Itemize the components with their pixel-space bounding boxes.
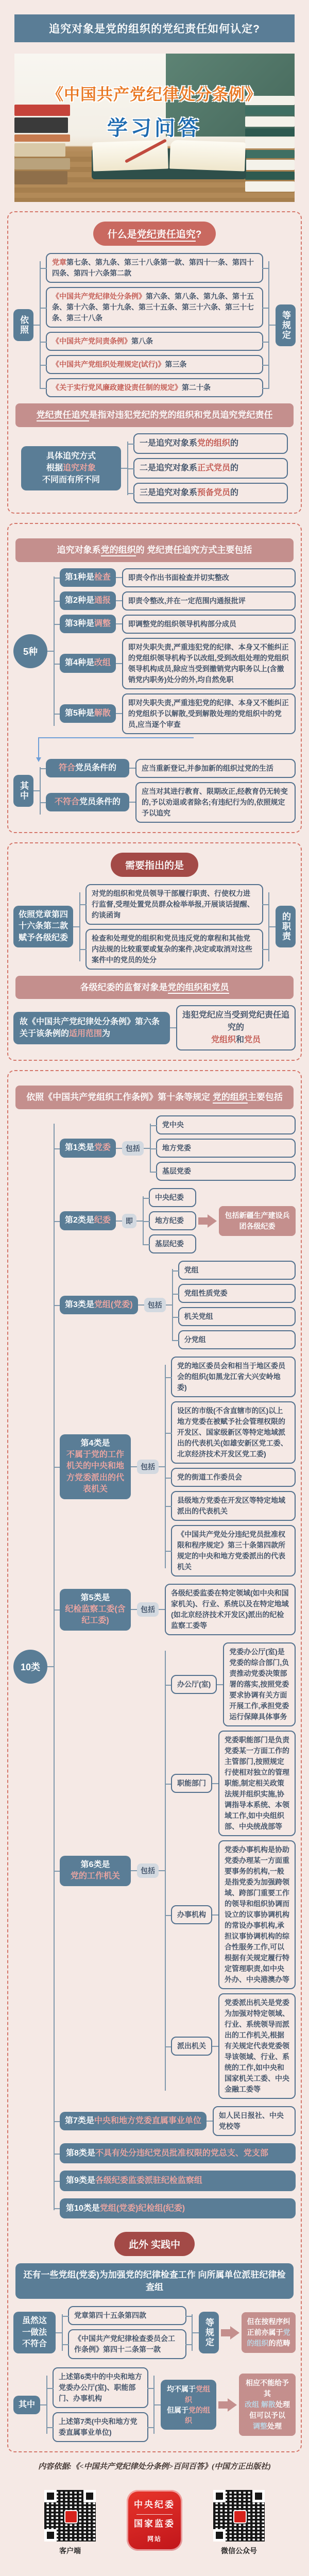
arrow-right-icon [218, 2398, 237, 2412]
class-item: 机关党组 [178, 1307, 296, 1326]
duty-left-label: 依照党章第四十六条第二款赋予各级纪委 [13, 906, 73, 947]
connector-line [121, 468, 127, 469]
connector-line [47, 1666, 54, 1667]
class-item: 党的街道工作委员会 [171, 1468, 296, 1487]
duty-list [79, 884, 269, 970]
organ-name: 办公厅(室) [171, 1675, 217, 1694]
open-notebook-graphic [92, 148, 246, 179]
kind-row [60, 638, 296, 689]
organ-row [171, 1642, 296, 1726]
among2-item: 上述第6类中的中央和地方党委办公厅(室)、职能部门、办事机构 [53, 2367, 148, 2408]
footer-qr-row [0, 2490, 309, 2556]
among-case-desc: 应当对其进行教育、限期改正,经教育仍无转变的,予以劝退或者除名;有违纪行为的,依照规定予以追究 [135, 782, 296, 823]
connector-line [212, 1783, 218, 1784]
section-definition [7, 211, 302, 514]
connector-label: 包括 [144, 1298, 166, 1312]
class-items [165, 1642, 296, 2099]
among-tree [13, 759, 296, 823]
kind-count-circle: 5种 [13, 634, 47, 668]
page-title: 追究对象是党的组织的党纪责任如何认定? [14, 14, 295, 42]
class-row-5 [60, 1584, 296, 1635]
basis-ref-list [40, 253, 269, 397]
connector-line [159, 1466, 165, 1467]
class-item: 党中央 [156, 1115, 296, 1134]
among-case-label: 符合党员条件的 [46, 759, 129, 777]
five-kinds-banner: 追究对象系党的组织的 党纪责任追究方式主要包括 [15, 538, 294, 562]
practice-pill: 此外 实践中 [114, 2232, 195, 2256]
kind-label: 第5种是解散 [60, 704, 116, 723]
connector-line [131, 1466, 137, 1467]
connector-line [144, 1148, 150, 1149]
class-items [143, 1188, 196, 1253]
ten-classes-tree [13, 1115, 296, 2218]
class-item: 设区的市级(不含直辖市的区)以上地方党委在被赋予社会管理权限的开发区、国家级新区等特定地域派出的代表机关(如雄安新区党工委、北京经济技术开发区党工委) [171, 1401, 296, 1464]
qr-center-logo-icon [233, 2510, 247, 2523]
class-row-10: 第10类是党组(党委)纪检组(纪委) [60, 2198, 296, 2218]
class-row-3 [60, 1261, 296, 1349]
connector-line [170, 1027, 176, 1028]
class-label: 第1类是党委 [60, 1139, 116, 1157]
duty-right-label: 的职责 [276, 906, 296, 947]
kind-desc: 即责令整改,并在一定范围内通报批评 [122, 591, 296, 611]
class-item: 地方党委 [156, 1139, 296, 1158]
among2-label: 其中 [13, 2396, 40, 2414]
connector-line [116, 577, 122, 578]
kind-label: 第2种是通报 [60, 591, 116, 610]
connector-label: 包括 [122, 1141, 144, 1156]
organ-desc: 党委办公厅(室)是党委的综合部门,负责推动党委决策部署的落实,按照党委要求协调有关方面开展工作,承担党委运行保障具体事务 [223, 1642, 296, 1726]
kind-desc: 即对失职失责,严重违犯党的纪律、本身又不能纠正的党组织领导机构予以改组,受到改组处理的党组织领导机构成员,除应当受到撤销党内职务以上(含撤销党内职务)处分的外,均自然免职 [122, 638, 296, 689]
although-ref: 《中国共产党纪律检查委员会工作条例》第四十二条第一款 [68, 2329, 186, 2359]
although-left-label: 虽然这一做法不符合 [13, 2312, 56, 2353]
connector-label: 包括 [137, 1460, 159, 1474]
kind-desc: 即责令作出书面检查并切实整改 [122, 568, 296, 587]
basis-left-label: 依照 [13, 309, 33, 341]
class-label: 第7类是中央和地方党委直属事业单位 [60, 2112, 207, 2130]
duty-tree [13, 884, 296, 970]
basis-tree [13, 253, 296, 397]
connector-line [269, 926, 276, 927]
kind-row [60, 568, 296, 587]
connector-line [73, 926, 79, 927]
class-item: 分党组 [178, 1330, 296, 1349]
class-label: 第2类是纪委 [60, 1211, 116, 1230]
content-source: 内容依据:《<中国共产党纪律处分条例>百问百答》(中国方正出版社) [38, 2463, 271, 2471]
class-item: 基层纪委 [149, 1234, 196, 1253]
hero-title-line1: 《中国共产党纪律处分条例》 [47, 86, 262, 104]
organ-desc: 党委职能部门是负责党委某一方面工作的主管部门,按照规定行使相对独立的管理职能,制定相关政策法规并组织实施,协调指导本系统、本领域工作,如中央组织部、中央统战部等 [218, 1731, 296, 1836]
organ-row [171, 1993, 296, 2099]
class-row-8: 第8类是不具有处分违纪党员批准权限的党总支、党支部 [60, 2143, 296, 2163]
connector-line [154, 2404, 161, 2405]
ref-item: 《中国共产党纪律处分条例》第六条、第八条、第九条、第十五条、第十六条、第十九条、第三十五条、第三十六条、第三十七条、第三十八条 [46, 287, 263, 328]
class-label: 第6类是 党的工作机关 [60, 1856, 131, 1886]
connector-line [116, 1148, 122, 1149]
although-result: 但在按程序纠正前亦属于党的组织的范畴 [242, 2312, 296, 2353]
section-ten-classes [7, 1070, 302, 2452]
class-item: 党组性质党委 [178, 1284, 296, 1303]
pursuit-mode-root: 具体追究方式 根据追究对象 不同而有所不同 [21, 446, 121, 490]
organ-row [171, 1731, 296, 1836]
kind-label: 第3种是调整 [60, 615, 116, 633]
kind-label: 第4种是改组 [60, 654, 116, 672]
ref-item: 《中国共产党问责条例》第八条 [46, 332, 263, 351]
class-item: 各级纪委监委在特定领域(如中央和国家机关)、行业、系统以及在特定地域(如北京经济技术开发区)派出的纪检监察工委等 [165, 1584, 296, 1635]
dissolve-connector-line [38, 737, 194, 758]
among-row [46, 782, 296, 823]
arrow-right-icon [198, 1214, 217, 1228]
connector-line [116, 663, 122, 664]
connector-line [131, 1609, 137, 1610]
connector-line [159, 1870, 165, 1871]
connector-line [212, 1914, 218, 1916]
kind-desc: 即对失职失责,严重违犯党的纪律、本身又不能纠正的党组织予以解散,受到解散处理的党组织中的党员,应当逐个审查 [122, 693, 296, 734]
although-tree [13, 2306, 296, 2359]
section-five-kinds [7, 523, 302, 833]
ref-item: 《关于实行党风廉政建设责任制的规定》第二十条 [46, 378, 263, 397]
class-item: 党的地区委员会和相当于地区委员会的组织(如黑龙江省大兴安岭地委) [171, 1357, 296, 1397]
basis-right-label: 等规定 [276, 304, 296, 346]
class7-note: 如人民日报社、中央党校等 [213, 2106, 296, 2136]
section-note [7, 842, 302, 1061]
connector-line [33, 325, 40, 326]
among-case-desc: 应当重新登记,并参加新的组织过党的生活 [135, 759, 296, 778]
class-row-4 [60, 1357, 296, 1577]
supervision-banner: 各级纪委的监督对象是党的组织和党员 [15, 976, 294, 999]
duty-item: 检查和处理党的组织和党员违反党的章程和其他党内法规的比较重要或复杂的案件,决定或取消对这些案件中的党员的处分 [85, 929, 263, 970]
kind-row [60, 693, 296, 734]
section3-title-pill: 需要指出的是 [111, 853, 198, 877]
target-item: 二是追究对象系正式党员的 [133, 458, 288, 479]
hero-title [14, 81, 295, 141]
kind-desc: 即调整党的组织领导机构部分成员 [122, 615, 296, 634]
connector-label: 包括 [137, 1602, 159, 1617]
organ-desc: 党委派出机关是党委为加强对特定领域、行业、系统领导而派出的工作机关,根据有关规定代表党委领导该领域、行业、系统的工作,如中央和国家机关工委、中央金融工委等 [218, 1993, 296, 2099]
five-kinds-tree [13, 568, 296, 734]
class-items [150, 1115, 296, 1181]
class-item: 党组 [178, 1261, 296, 1280]
among2-tree [13, 2367, 296, 2442]
organ-name: 派出机关 [171, 2037, 212, 2056]
organ-row [171, 1840, 296, 1989]
connector-label: 即 [122, 1214, 136, 1228]
kind-list [54, 568, 296, 734]
connector-line [33, 790, 40, 791]
connector-line [129, 768, 135, 769]
class-label: 第3类是党组(党委) [60, 1296, 138, 1314]
connector-line [193, 2332, 199, 2333]
organ-name: 职能部门 [171, 1774, 212, 1793]
organ-desc: 党委办事机构是协助党委办理某一方面重要事务的机构,一般是指党委为加强跨领域、跨部门重要工作的领导和组织协调而设立的议事协调机构的常设办事机构,承担议事协调机构的综合性服务工作,可以根据有关规定履行特定管理职责,如中央外办、中央港澳办等 [218, 1840, 296, 1989]
qr-client-label: 客户端 [59, 2547, 81, 2555]
section1-title-pill: 什么是党纪责任追究? [93, 222, 216, 246]
class2-note: 包括新疆生产建设兵团各级纪委 [219, 1206, 296, 1236]
connector-line [212, 2046, 218, 2047]
pursuit-target-list [127, 433, 288, 503]
connector-line [116, 623, 122, 624]
connector-line [159, 1609, 165, 1610]
connector-line [116, 600, 122, 601]
among-list [40, 759, 296, 823]
connector-line [116, 1221, 122, 1222]
qr-code-wechat [213, 2490, 265, 2541]
connector-line [129, 802, 135, 803]
arrow-right-icon [221, 2326, 239, 2340]
ref-item: 党章第七条、第九条、第三十八条第一款、第四十一条、第四十四条、第四十六条第二款 [46, 253, 263, 283]
class-row-2 [60, 1188, 296, 1253]
qr-code-client [44, 2490, 96, 2541]
class-row-1 [60, 1115, 296, 1181]
definition-banner: 党纪责任追究是指对违犯党纪的党的组织和党员追究党纪责任 [15, 403, 294, 427]
class-items [172, 1261, 296, 1349]
connector-line [40, 2404, 46, 2405]
class-count-circle: 10类 [13, 1650, 47, 1684]
connector-line [269, 325, 276, 326]
class-label: 第4类是 不属于党的工作机关的中央和地方党委派出的代表机关 [60, 1434, 131, 1499]
connector-line [56, 2332, 62, 2333]
connector-line [116, 713, 122, 714]
organ-name: 办事机构 [171, 1905, 212, 1924]
target-item: 三是追究对象系预备党员的 [133, 483, 288, 503]
class-item: 中央纪委 [149, 1188, 196, 1207]
hero-title-line2: 学习问答 [107, 117, 202, 140]
among2-items [46, 2367, 154, 2442]
class-items [165, 1357, 296, 1577]
kind-row [60, 591, 296, 611]
class-row-7 [60, 2106, 296, 2136]
scope-tree [13, 1005, 296, 1050]
among-label: 其中 [13, 775, 33, 807]
credit-line [0, 2573, 309, 2576]
class-item: 地方纪委 [149, 1211, 196, 1230]
target-item: 一是追究对象系党的组织的 [133, 433, 288, 454]
class-row-9: 第9类是各级纪委监委派驻纪检监察组 [60, 2171, 296, 2191]
among2-item: 上述第7类(中央和地方党委直属事业单位) [53, 2412, 148, 2442]
scope-root: 故《中国共产党纪律处分条例》第六条关于该条例的适用范围为 [13, 1012, 170, 1044]
qr-wechat-label: 微信公众号 [221, 2547, 257, 2555]
among-row [46, 759, 296, 778]
class-item: 基层党委 [156, 1162, 296, 1181]
although-right-label: 等规定 [199, 2312, 219, 2353]
pursuit-mode-tree [13, 433, 296, 503]
among2-result: 相应不能给予其 改组 解散处理 但可以予以 调整处理 [239, 2374, 296, 2436]
ref-item: 《中国共产党组织处理规定(试行)》第三条 [46, 355, 263, 374]
connector-line [217, 1684, 223, 1685]
ten-classes-banner: 依照《中国共产党组织工作条例》第十条等规定 党的组织主要包括 [15, 1086, 294, 1109]
practice-banner: 还有一些党组(党委)为加强党的纪律检查工作 向所属单位派驻纪律检查组 [15, 2263, 294, 2299]
connector-line [136, 1221, 143, 1222]
although-ref: 党章第四十五条第四款 [68, 2306, 186, 2325]
connector-label: 包括 [137, 1863, 159, 1878]
kind-row [60, 615, 296, 634]
connector-line [138, 1304, 144, 1306]
class-item: 县级地方党委在开发区等特定地域派出的代表机关 [171, 1491, 296, 1521]
connector-line [47, 651, 54, 652]
among2-mid: 均不属于党组织 但属于党的组织 [161, 2380, 216, 2430]
among-case-label: 不符合党员条件的 [46, 793, 129, 811]
hero-image [14, 54, 295, 202]
wechat-qr-group [213, 2490, 265, 2556]
although-ref-list [62, 2306, 193, 2359]
class-item: 《中国共产党处分违纪党员批准权限和程序规定》第三十条第四款所规定的中央和地方党委派出的代表机关 [171, 1525, 296, 1577]
class-list [54, 1115, 296, 2218]
scope-result: 违犯党纪应当受到党纪责任追究的 党组织和党员 [176, 1005, 296, 1050]
ccdi-app-logo: 中央纪委 国家监委 网站 [127, 2490, 182, 2551]
class-label: 第5类是 纪检监察工委(含纪工委) [60, 1589, 131, 1631]
client-qr-group [44, 2490, 96, 2556]
kind-label: 第1种是检查 [60, 568, 116, 587]
connector-line [131, 1870, 137, 1871]
connector-line [166, 1304, 172, 1306]
class-row-6 [60, 1642, 296, 2099]
qr-center-logo-icon [64, 2510, 78, 2523]
duty-item: 对党的组织和党员领导干部履行职责、行使权力进行监督,受理处置党员群众检举举报,开展谈话提醒、约谈函询 [85, 884, 263, 925]
connector-line [207, 2121, 213, 2122]
